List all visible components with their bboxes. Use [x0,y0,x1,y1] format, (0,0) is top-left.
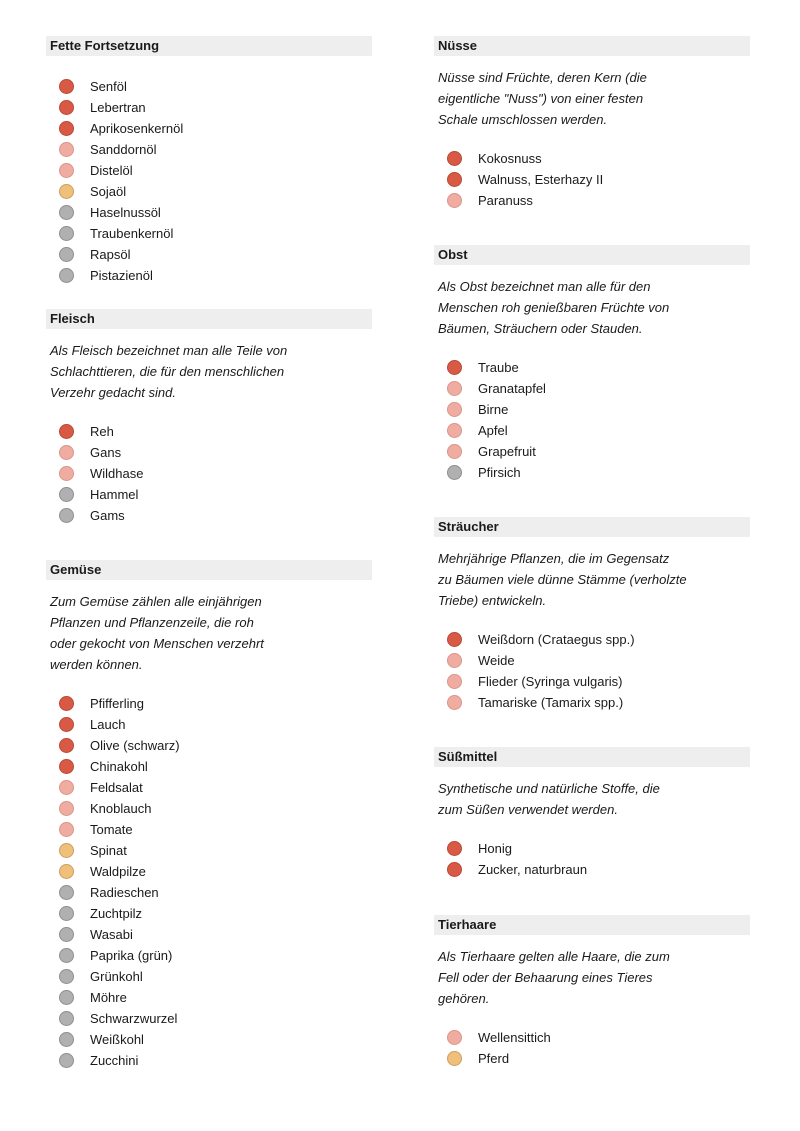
item-label: Granatapfel [478,381,546,396]
item-label: Zuchtpilz [90,906,143,921]
right-column [434,36,750,1069]
rating-dot-icon [59,466,74,481]
list-item [46,181,372,202]
list-item [46,1050,372,1071]
list-item [46,244,372,265]
rating-dot-icon [447,653,462,668]
item-label: Weißdorn (Crataegus spp.) [478,632,635,647]
item-label: Pferd [478,1051,510,1066]
rating-dot-icon [59,424,74,439]
item-label: Gans [90,445,122,460]
item-label: Distelöl [90,163,133,178]
item-label: Traubenkernöl [90,226,174,241]
rating-dot-icon [59,990,74,1005]
rating-dot-icon [59,822,74,837]
list-item [46,160,372,181]
rating-dot-icon [447,1051,462,1066]
rating-dot-icon [59,864,74,879]
item-label: Grünkohl [90,969,143,984]
rating-dot-icon [59,487,74,502]
item-label: Chinakohl [90,759,148,774]
item-list [434,629,750,713]
rating-dot-icon [59,717,74,732]
list-item [46,861,372,882]
list-item [434,859,750,880]
item-label: Walnuss, Esterhazy II [478,172,604,187]
list-item [434,378,750,399]
list-item [46,1008,372,1029]
section-description: Zum Gemüse zählen alle einjährigen Pflanzen und Pflanzenzeile, die roh oder gekocht von Menschen verzehrt werden können. [50,594,264,672]
rating-dot-icon [447,151,462,166]
item-label: Hammel [90,487,139,502]
list-item [46,714,372,735]
list-item [46,76,372,97]
item-label: Birne [478,402,509,417]
item-list [434,1027,750,1069]
rating-dot-icon [447,695,462,710]
list-item [46,463,372,484]
rating-dot-icon [447,193,462,208]
section-description: Als Fleisch bezeichnet man alle Teile von Schlachttieren, die für den menschlichen Verzehr gedacht sind. [50,343,288,400]
list-item [434,399,750,420]
item-label: Pfifferling [90,696,144,711]
section-fleisch [46,309,372,560]
item-label: Flieder (Syringa vulgaris) [478,674,623,689]
list-item [434,462,750,483]
rating-dot-icon [447,465,462,480]
rating-dot-icon [59,205,74,220]
section-title: Tierhaare [434,915,750,935]
list-item [46,840,372,861]
rating-dot-icon [447,172,462,187]
list-item [434,1027,750,1048]
rating-dot-icon [59,1032,74,1047]
list-item [46,756,372,777]
section-description: Als Tierhaare gelten alle Haare, die zum Fell oder der Behaarung eines Tieres gehören. [438,949,670,1006]
item-list [434,148,750,211]
rating-dot-icon [59,226,74,241]
item-label: Paprika (grün) [90,948,173,963]
section-title: Nüsse [434,36,750,56]
item-label: Schwarzwurzel [90,1011,178,1026]
item-label: Spinat [90,843,127,858]
item-list [46,76,372,286]
rating-dot-icon [447,444,462,459]
item-list [434,838,750,880]
item-label: Aprikosenkernöl [90,121,184,136]
rating-dot-icon [59,1053,74,1068]
item-label: Tamariske (Tamarix spp.) [478,695,624,710]
item-label: Senföl [90,79,127,94]
item-label: Pfirsich [478,465,521,480]
section-title: Gemüse [46,560,372,580]
list-item [46,924,372,945]
list-item [46,484,372,505]
rating-dot-icon [59,100,74,115]
list-item [434,1048,750,1069]
list-item [46,819,372,840]
section-tierhaare [434,915,750,1069]
item-label: Kokosnuss [478,151,542,166]
section-description: Nüsse sind Früchte, deren Kern (die eigentliche "Nuss") von einer festen Schale umschlossen werden. [438,70,647,127]
item-label: Weide [478,653,515,668]
list-item [46,505,372,526]
item-list [434,357,750,483]
list-item [434,650,750,671]
list-item [46,139,372,160]
item-label: Haselnussöl [90,205,161,220]
list-item [46,693,372,714]
list-item [46,223,372,244]
section-title: Fette Fortsetzung [46,36,372,56]
rating-dot-icon [447,632,462,647]
rating-dot-icon [447,674,462,689]
rating-dot-icon [59,508,74,523]
section-gemuese [46,560,372,1071]
section-straeucher [434,517,750,747]
list-item [46,118,372,139]
item-label: Paranuss [478,193,533,208]
rating-dot-icon [447,423,462,438]
list-item [434,169,750,190]
item-label: Reh [90,424,114,439]
list-item [46,202,372,223]
list-item [434,671,750,692]
item-label: Olive (schwarz) [90,738,180,753]
rating-dot-icon [447,841,462,856]
list-item [434,357,750,378]
item-label: Apfel [478,423,508,438]
section-nuesse [434,36,750,245]
list-item [46,97,372,118]
rating-dot-icon [59,927,74,942]
rating-dot-icon [59,79,74,94]
section-obst [434,245,750,517]
list-item [46,987,372,1008]
rating-dot-icon [59,780,74,795]
rating-dot-icon [59,163,74,178]
rating-dot-icon [59,759,74,774]
item-label: Zucchini [90,1053,139,1068]
item-label: Wildhase [90,466,144,481]
item-label: Grapefruit [478,444,536,459]
list-item [434,441,750,462]
list-item [434,629,750,650]
item-label: Lauch [90,717,126,732]
rating-dot-icon [59,1011,74,1026]
list-item [434,420,750,441]
rating-dot-icon [59,885,74,900]
list-item [46,777,372,798]
rating-dot-icon [447,381,462,396]
rating-dot-icon [447,360,462,375]
list-item [46,966,372,987]
item-label: Feldsalat [90,780,143,795]
item-label: Lebertran [90,100,146,115]
list-item [434,692,750,713]
rating-dot-icon [59,445,74,460]
item-label: Waldpilze [90,864,146,879]
list-item [46,442,372,463]
section-fette-fortsetzung [46,36,372,309]
item-label: Honig [478,841,512,856]
rating-dot-icon [59,843,74,858]
item-label: Pistazienöl [90,268,153,283]
list-item [46,945,372,966]
item-label: Radieschen [90,885,159,900]
list-item [46,1029,372,1050]
item-label: Tomate [90,822,133,837]
item-label: Traube [478,360,519,375]
rating-dot-icon [59,142,74,157]
list-item [46,265,372,286]
section-description: Mehrjährige Pflanzen, die im Gegensatz zu Bäumen viele dünne Stämme (verholzte Triebe) entwickeln. [438,551,687,608]
list-item [46,798,372,819]
item-label: Zucker, naturbraun [478,862,588,877]
item-list [46,421,372,526]
section-title: Süßmittel [434,747,750,767]
item-label: Sanddornöl [90,142,157,157]
section-description: Synthetische und natürliche Stoffe, die zum Süßen verwendet werden. [438,781,660,817]
section-description: Als Obst bezeichnet man alle für den Menschen roh genießbaren Früchte von Bäumen, Sträuchern oder Stauden. [438,279,670,336]
rating-dot-icon [59,121,74,136]
list-item [434,190,750,211]
rating-dot-icon [59,801,74,816]
item-label: Gams [90,508,125,523]
rating-dot-icon [59,247,74,262]
rating-dot-icon [447,402,462,417]
list-item [434,838,750,859]
section-title: Sträucher [434,517,750,537]
rating-dot-icon [59,969,74,984]
rating-dot-icon [59,184,74,199]
list-item [434,148,750,169]
section-title: Obst [434,245,750,265]
left-column [46,36,372,1071]
item-label: Wellensittich [478,1030,551,1045]
list-item [46,735,372,756]
list-item [46,882,372,903]
item-label: Wasabi [90,927,133,942]
rating-dot-icon [59,906,74,921]
list-item [46,903,372,924]
item-label: Knoblauch [90,801,152,816]
item-label: Rapsöl [90,247,131,262]
item-label: Möhre [90,990,127,1005]
item-label: Sojaöl [90,184,127,199]
rating-dot-icon [447,1030,462,1045]
section-suessmittel [434,747,750,915]
list-item [46,421,372,442]
rating-dot-icon [447,862,462,877]
rating-dot-icon [59,268,74,283]
rating-dot-icon [59,948,74,963]
rating-dot-icon [59,696,74,711]
rating-dot-icon [59,738,74,753]
item-label: Weißkohl [90,1032,144,1047]
section-title: Fleisch [46,309,372,329]
item-list [46,693,372,1071]
